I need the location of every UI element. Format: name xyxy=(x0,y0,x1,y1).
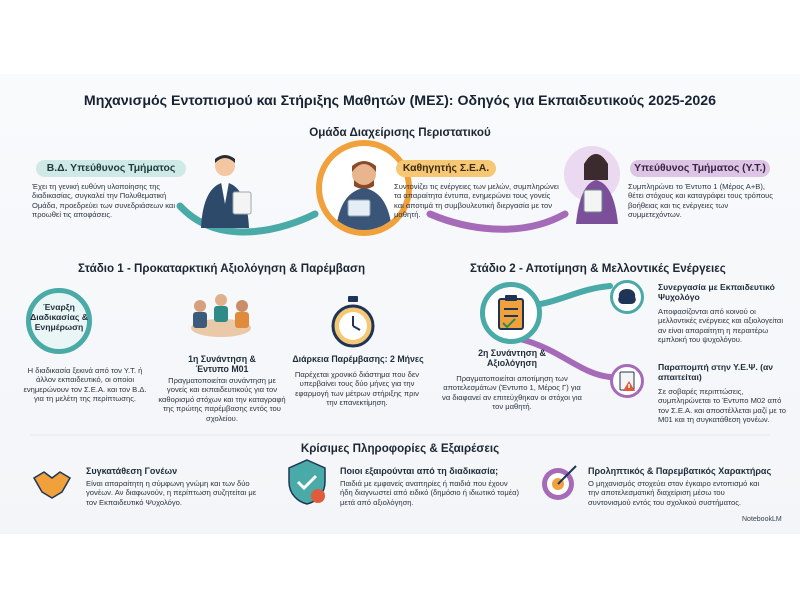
stage2-psych-circle xyxy=(610,280,644,314)
stage2-ref-circle xyxy=(610,364,644,398)
stage2-ref-text: Σε σοβαρές περιπτώσεις, συμπληρώνεται το Έντυπο Μ02 από τον Σ.Ε.Α. και αποστέλλεται μαζί με το Μ01 και τη συγκατάθεση γονέων. xyxy=(658,387,786,425)
stage2-meeting-circle xyxy=(480,282,542,344)
warning-document-icon xyxy=(613,367,641,395)
stage2-heading: Στάδιο 2 - Αποτίμηση & Μελλοντικές Ενέργειες xyxy=(470,262,726,275)
stage1-duration-title: Διάρκεια Παρέμβασης: 2 Μήνες xyxy=(292,354,424,364)
stopwatch-icon xyxy=(330,294,376,350)
stage2-psych-text: Αποφασίζονται από κοινού οι μελλοντικές ενέργειες και αξιολογείται αν είναι απαραίτητη η περαιτέρω εμπλοκή του ψυχολόγου. xyxy=(658,307,783,345)
brain-icon xyxy=(613,283,641,311)
stage1-duration-text: Παρέχεται χρονικό διάστημα που δεν υπερβαίνει τους δύο μήνες για την εφαρμογή των μέτρων στήριξης πριν την επανεκτίμηση. xyxy=(294,370,420,408)
critical-heading: Κρίσιμες Πληροφορίες & Εξαιρέσεις xyxy=(300,442,500,455)
meeting-icon xyxy=(176,286,266,350)
stage2-meeting-title: 2η Συνάντηση & Αξιολόγηση xyxy=(478,348,546,369)
stage2-meeting-text: Πραγματοποιείται αποτίμηση των αποτελεσμάτων (Έντυπο 1, Μέρος Γ) για να διαφανεί αν επιτεύχθηκαν οι στόχοι για τον μαθητή. xyxy=(442,374,582,412)
team-heading: Ομάδα Διαχείρισης Περιστατικού xyxy=(309,126,491,139)
person-icon xyxy=(193,152,263,228)
critical3-illustration xyxy=(538,460,582,504)
role3-text: Συμπληρώνει το Έντυπο 1 (Μέρος Α+Β), θέτει στόχους και καταγράφει τους τρόπους βοήθειας και τις ενέργειες των συμμετεχόντων. xyxy=(628,182,773,220)
role2-pill: Καθηγητής Σ.Ε.Α. xyxy=(396,160,496,177)
critical3-title: Προληπτικός & Παρεμβατικός Χαρακτήρας xyxy=(588,466,772,476)
critical2-title: Ποιοι εξαιρούνται από τη διαδικασία; xyxy=(340,466,499,476)
stopwatch-illustration xyxy=(330,294,376,350)
critical1-illustration xyxy=(30,460,74,504)
stage1-start-title: Έναρξη Διαδικασίας & Ενημέρωση xyxy=(30,302,88,332)
clipboard-check-icon xyxy=(485,287,537,339)
woman-icon xyxy=(562,144,632,224)
role1-text: Έχει τη γενική ευθύνη υλοποίησης της διαδικασίας, συγκαλεί την Πολυθεματική Ομάδα, προεδρεύει των συνεδριάσεων και προωθεί τις αποφάσεις. xyxy=(32,182,176,220)
stage1-start-text: Η διαδικασία ξεκινά από τον Υ.Τ. ή άλλον εκπαιδευτικό, οι οποίοι ενημερώνουν τον Σ.Ε.Α. και τον Β.Δ. για τη μελέτη της περίπτωσης. xyxy=(23,366,147,404)
stage2-ref-title: Παραπομπή στην Υ.Ε.Ψ. (αν απαιτείται) xyxy=(658,362,774,383)
role3-illustration xyxy=(562,144,632,224)
role1-pill: Β.Δ. Υπεύθυνος Τμήματος xyxy=(36,160,186,177)
brand-label xyxy=(742,516,782,523)
stage2-psych-title: Συνεργασία με Εκπαιδευτικό Ψυχολόγο xyxy=(658,282,775,303)
shield-x-icon xyxy=(284,458,330,506)
handshake-icon xyxy=(30,460,74,504)
role3-pill: Υπεύθυνος Τμήματος (Υ.Τ.) xyxy=(630,160,770,177)
brand-text: NotebookLM xyxy=(742,516,782,523)
role1-illustration xyxy=(193,152,263,228)
critical2-illustration xyxy=(284,458,330,506)
critical3-text: Ο μηχανισμός στοχεύει στον έγκαιρο εντοπισμό και την αποτελεσματική διαχείριση μέσω του συντονισμού εντός του σχολικού συστήματος. xyxy=(588,479,760,507)
stage1-heading: Στάδιο 1 - Προκαταρκτική Αξιολόγηση & Παρέμβαση xyxy=(78,262,366,275)
infographic xyxy=(0,74,800,534)
critical2-text: Παιδιά με εμφανείς αναπηρίες ή παιδιά που έχουν ήδη διαγνωστεί από ειδικό (δημόσιο ή ιδιωτικό τομέα) μετά από αξιολόγηση. xyxy=(340,479,520,507)
meeting-illustration xyxy=(176,286,266,350)
connector-curves xyxy=(0,74,800,534)
role2-text: Συντονίζει τις ενέργειες των μελών, συμπληρώνει τα απαραίτητα έντυπα, ενημερώνει τους γονείς και αποτιμά τη συμβουλευτική διεργασία με τον μαθητή. xyxy=(394,182,559,220)
stage1-meeting-text: Πραγματοποιείται συνάντηση με γονείς και εκπαιδευτικούς για τον καθορισμό στόχων και την καταγραφή της πρώτης παρέμβασης εντός του σχολείου. xyxy=(158,376,286,423)
critical1-title: Συγκατάθεση Γονέων xyxy=(86,466,178,476)
page-title: Μηχανισμός Εντοπισμού και Στήριξης Μαθητών (ΜΕΣ): Οδηγός για Εκπαιδευτικούς 2025-2026 xyxy=(83,93,717,109)
critical1-text: Είναι απαραίτητη η σύμφωνη γνώμη και των δύο γονέων. Αν διαφωνούν, η περίπτωση συζητείται με τον Εκπαιδευτικό Ψυχολόγο. xyxy=(86,479,257,507)
stage1-meeting-title: 1η Συνάντηση & Έντυπο Μ01 xyxy=(188,354,256,375)
target-icon xyxy=(538,460,582,504)
